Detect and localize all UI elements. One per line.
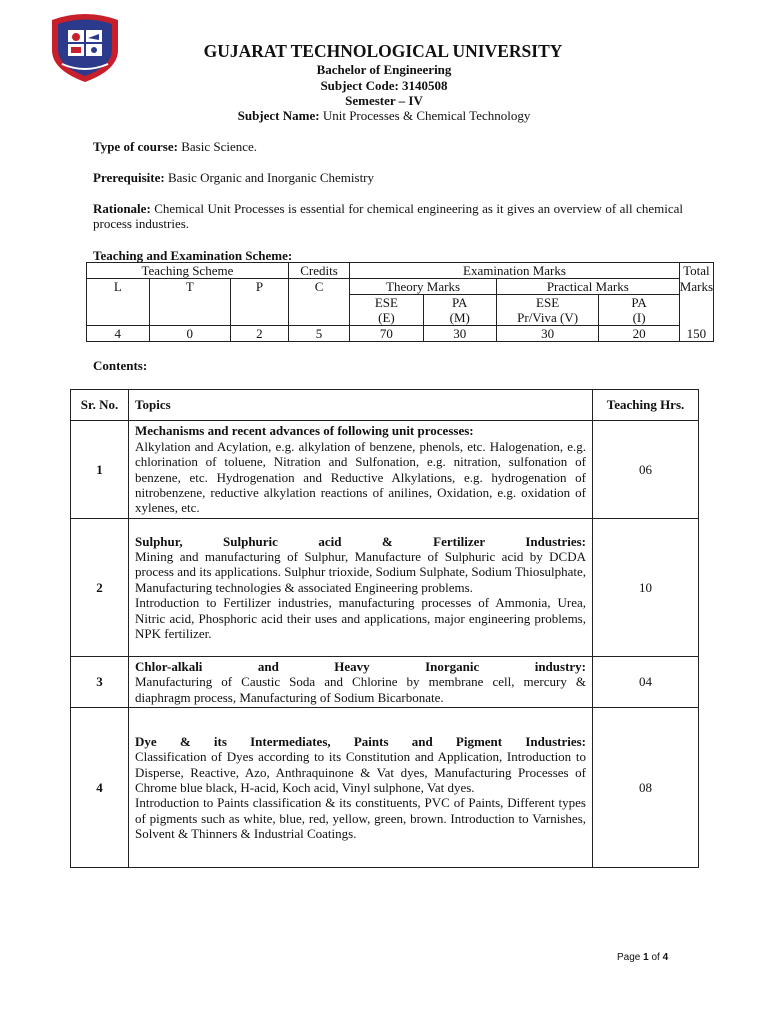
sr-no: 2 [71, 519, 129, 657]
topic-heading: Chlor-alkali and Heavy Inorganic industry: [135, 659, 586, 674]
university-title: GUJARAT TECHNOLOGICAL UNIVERSITY [203, 41, 563, 61]
rationale-label: Rationale: [93, 201, 151, 216]
pa-i-value: 20 [599, 326, 679, 342]
table-row [71, 421, 699, 519]
topic-body: Introduction to Paints classification & its constituents, PVC of Paints, Different types of pigments such as white, blue, red, yellow, green, brown. Introduction to Varnishes, Solvent & Thinners & Industrial Coatings. [135, 795, 586, 842]
semester: Semester – IV [345, 93, 423, 108]
ese-header: ESE (E) [350, 295, 423, 326]
t-header: T [149, 279, 230, 295]
pa-m-value: 30 [423, 326, 496, 342]
degree: Bachelor of Engineering [316, 62, 452, 77]
p-header: P [231, 279, 289, 295]
sr-no: 1 [71, 421, 129, 519]
practical-marks-header: Practical Marks [496, 279, 679, 295]
rationale [93, 201, 683, 231]
topic-cell [129, 519, 593, 657]
topic-body: Classification of Dyes according to its Constitution and Application, Introduction to Disperse, Reactive, Azo, Anthraquinone & Vat dyes, Manufacturing Processes of Chrome blue black, H-acid, Koch acid, Vinyl sulphone, Vat dyes. [135, 749, 586, 796]
contents-heading: Contents: [93, 358, 148, 373]
t-value: 0 [149, 326, 230, 342]
contents-table [70, 389, 699, 868]
page-number: Page 1 of 4 [617, 952, 669, 963]
l-header: L [87, 279, 150, 295]
ese-v-value: 30 [496, 326, 599, 342]
theory-marks-header: Theory Marks [350, 279, 497, 295]
ese-value: 70 [350, 326, 423, 342]
marks-header: Marks [679, 279, 713, 294]
teaching-scheme-header: Teaching Scheme [87, 263, 289, 279]
l-value: 4 [87, 326, 150, 342]
topic-cell [129, 421, 593, 519]
pa-i-header: PA (I) [599, 295, 679, 326]
teaching-hrs: 08 [593, 708, 699, 868]
pa-header: PA (M) [423, 295, 496, 326]
c-header: C [288, 279, 349, 295]
sr-no: 3 [71, 657, 129, 708]
total-header: Total [679, 263, 713, 279]
p-value: 2 [231, 326, 289, 342]
teaching-hrs: 10 [593, 519, 699, 657]
total-value: 150 [679, 326, 713, 342]
topic-cell [129, 657, 593, 708]
subject-name [0, 108, 768, 124]
topic-body: Alkylation and Acylation, e.g. alkylation of benzene, phenols, etc. Halogenation, e.g. chlorination of toluene, Nitration and Sulfonation, e.g. nitration, sulfonation of benzene, etc. Hydrogenation and Reductive Alkylations, e.g. hydrogenation of nitrobenzene, reductive alkylation reactions of anilines, Oxidation, e.g. oxidation of xylenes, etc. [135, 438, 586, 516]
scheme-table [86, 262, 714, 342]
course-type-label: Type of course: [93, 139, 178, 154]
subject-code: Subject Code: 3140508 [320, 78, 448, 93]
teaching-hrs: 04 [593, 657, 699, 708]
exam-marks-header: Examination Marks [350, 263, 680, 279]
topic-body: Introduction to Fertilizer industries, manufacturing processes of Ammonia, Urea, Nitric acid, Phosphoric acid their uses and applications, major engineering problems, NPK fertilizer. [135, 595, 586, 642]
topic-body: Mining and manufacturing of Sulphur, Manufacture of Sulphuric acid by DCDA process and its applications. Sulphur trioxide, Sodium Sulphate, Sodium Thiosulphate, Manufacturing technologies & associated Engineering problems. [135, 548, 586, 595]
subject-name-label: Subject Name: [237, 108, 320, 123]
scheme-heading: Teaching and Examination Scheme: [93, 248, 293, 263]
teaching-hrs: 06 [593, 421, 699, 519]
topic-heading: Dye & its Intermediates, Paints and Pigment Industries: [135, 733, 586, 749]
table-row [71, 519, 699, 657]
topic-cell [129, 708, 593, 868]
ese-viva-header: ESE Pr/Viva (V) [496, 295, 599, 326]
topic-heading: Mechanisms and recent advances of following unit processes: [135, 423, 474, 439]
rationale-value: Chemical Unit Processes is essential for chemical engineering as it gives an overview of all chemical process industries. [93, 201, 683, 231]
topics-header: Topics [129, 390, 593, 421]
course-type [93, 139, 683, 154]
prerequisite-value: Basic Organic and Inorganic Chemistry [167, 170, 375, 185]
prerequisite [93, 170, 683, 185]
teaching-hrs-header: Teaching Hrs. [593, 390, 699, 421]
table-row [71, 708, 699, 868]
sr-no: 4 [71, 708, 129, 868]
prerequisite-label: Prerequisite: [93, 170, 165, 185]
c-value: 5 [288, 326, 349, 342]
sr-no-header: Sr. No. [71, 390, 129, 421]
topic-body: Manufacturing of Caustic Soda and Chlorine by membrane cell, mercury & diaphragm process, Manufacturing of Sodium Bicarbonate. [135, 674, 586, 705]
topic-heading: Sulphur, Sulphuric acid & Fertilizer Industries: [135, 533, 586, 549]
credits-header: Credits [288, 263, 349, 279]
subject-name-value: Unit Processes & Chemical Technology [322, 108, 531, 123]
table-row [71, 657, 699, 708]
course-type-value: Basic Science. [181, 139, 258, 154]
